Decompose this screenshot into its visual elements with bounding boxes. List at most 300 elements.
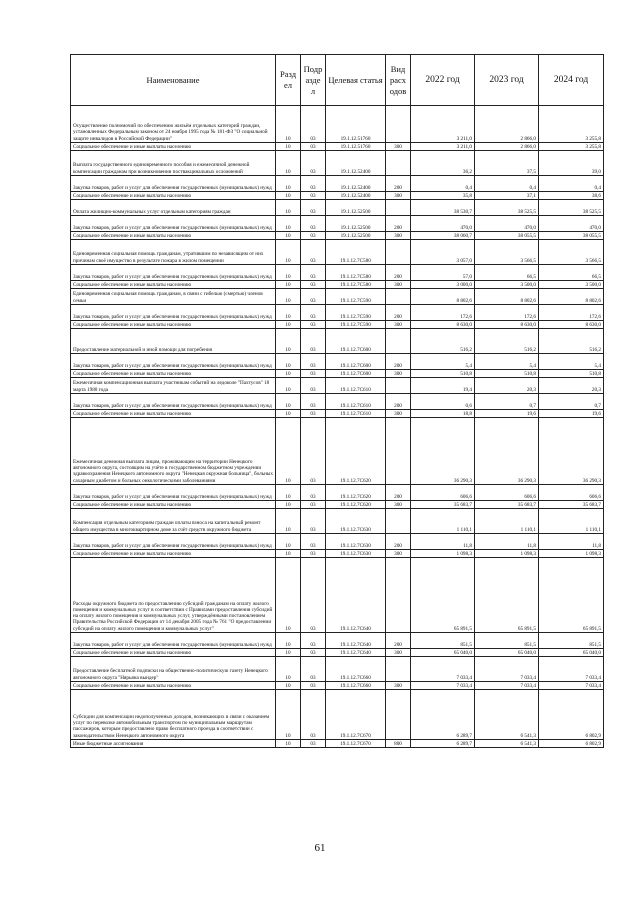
row-section: 10 xyxy=(276,550,301,558)
row-target-article: 19.1.12.7С580 xyxy=(326,281,386,289)
header-2024: 2024 год xyxy=(539,55,604,106)
table-row xyxy=(71,106,604,143)
row-value-2024: 172,6 xyxy=(539,305,604,321)
table-row xyxy=(71,550,604,558)
row-subsection: 03 xyxy=(301,418,326,485)
row-target-article: 19.1.12.7С660 xyxy=(326,657,386,682)
row-value-2023: 20,3 xyxy=(475,378,539,394)
row-section: 10 xyxy=(276,394,301,410)
row-target-article: 19.1.12.7С620 xyxy=(326,501,386,509)
row-expense-type: 300 xyxy=(386,232,411,240)
table-row xyxy=(71,649,604,657)
row-subsection: 03 xyxy=(301,485,326,501)
table-row xyxy=(71,329,604,354)
row-target-article: 19.1.12.7С610 xyxy=(326,394,386,410)
row-value-2024: 516,2 xyxy=(539,329,604,354)
row-value-2024: 35 683,7 xyxy=(539,501,604,509)
row-subsection: 03 xyxy=(301,633,326,649)
row-section: 10 xyxy=(276,534,301,550)
row-target-article: 19.1.12.7С640 xyxy=(326,633,386,649)
row-name: Расходы окружного бюджета по предоставлению субсидий гражданам на оплату жилого помещения и коммунальных услуг в соответствии с Правилами предоставления субсидий на оплату жилого помещения и коммунальных услуг, утверждёнными постановлением Правительства Российской Федерации от 14 декабря 2005 года № 761 "О предоставлении субсидий на оплату жилого помещения и коммунальных услуг" xyxy=(71,558,276,633)
row-value-2022: 38 060,7 xyxy=(411,232,475,240)
row-value-2022: 3 211,0 xyxy=(411,143,475,151)
row-section: 10 xyxy=(276,501,301,509)
row-expense-type: 300 xyxy=(386,682,411,690)
table-row xyxy=(71,501,604,509)
row-section: 10 xyxy=(276,329,301,354)
row-expense-type xyxy=(386,240,411,265)
row-value-2024: 19,6 xyxy=(539,410,604,418)
row-target-article: 19.1.12.52500 xyxy=(326,232,386,240)
row-target-article: 19.1.12.52500 xyxy=(326,200,386,216)
row-value-2024: 1 098,3 xyxy=(539,550,604,558)
row-subsection: 03 xyxy=(301,329,326,354)
table-row xyxy=(71,509,604,534)
row-value-2024: 36 290,3 xyxy=(539,418,604,485)
row-value-2023: 37,1 xyxy=(475,192,539,200)
header-section: Разд ел xyxy=(276,55,301,106)
row-name: Закупка товаров, работ и услуг для обеспечения государственных (муниципальных) нужд xyxy=(71,485,276,501)
row-name: Ежемесячная денежная выплата лицам, проживающим на территории Ненецкого автономного округа, состоящим на учёте в государственном бюджетном учреждении здравоохранения Ненецкого автономного округа "Ненецкая окружная больница", больных сахарным диабетом и больных онкологическими заболеваниями xyxy=(71,418,276,485)
table-row xyxy=(71,240,604,265)
row-value-2024: 39,0 xyxy=(539,151,604,176)
row-value-2023: 0,4 xyxy=(475,176,539,192)
row-target-article: 19.1.12.7С600 xyxy=(326,354,386,370)
row-value-2022: 6 289,7 xyxy=(411,690,475,740)
row-expense-type: 300 xyxy=(386,321,411,329)
row-expense-type: 300 xyxy=(386,192,411,200)
row-value-2023: 8 802,6 xyxy=(475,289,539,305)
row-name: Закупка товаров, работ и услуг для обеспечения государственных (муниципальных) нужд xyxy=(71,354,276,370)
table-row xyxy=(71,232,604,240)
page-number: 61 xyxy=(314,842,326,854)
row-value-2022: 1 110,1 xyxy=(411,509,475,534)
row-value-2023: 2 866,0 xyxy=(475,143,539,151)
row-target-article: 19.1.12.7С640 xyxy=(326,649,386,657)
table-row xyxy=(71,151,604,176)
row-expense-type: 300 xyxy=(386,550,411,558)
table-row xyxy=(71,143,604,151)
row-name: Субсидии для компенсации недополученных доходов, возникающих в связи с оказанием услуг по перевозке автомобильным транспортом по муниципальным маршрутам пассажиров, которым предоставлено право бесплатного проезда в соответствии с законодательством Ненецкого автономного округа xyxy=(71,690,276,740)
row-name: Предоставление бесплатной подписки на общественно-политическую газету Ненецкого автономного округа "Нярьяна вындер" xyxy=(71,657,276,682)
row-subsection: 03 xyxy=(301,232,326,240)
row-subsection: 03 xyxy=(301,240,326,265)
row-value-2024: 8 802,6 xyxy=(539,289,604,305)
row-name: Закупка товаров, работ и услуг для обеспечения государственных (муниципальных) нужд xyxy=(71,305,276,321)
row-value-2024: 510,8 xyxy=(539,370,604,378)
row-subsection: 03 xyxy=(301,394,326,410)
row-section: 10 xyxy=(276,370,301,378)
row-name: Социальное обеспечение и иные выплаты населению xyxy=(71,649,276,657)
row-value-2023: 516,2 xyxy=(475,329,539,354)
row-subsection: 03 xyxy=(301,410,326,418)
row-value-2022: 5,4 xyxy=(411,354,475,370)
row-subsection: 03 xyxy=(301,143,326,151)
row-value-2023: 19,6 xyxy=(475,410,539,418)
row-name: Социальное обеспечение и иные выплаты населению xyxy=(71,232,276,240)
row-value-2024: 20,3 xyxy=(539,378,604,394)
row-section: 10 xyxy=(276,740,301,748)
row-value-2023: 6 541,3 xyxy=(475,690,539,740)
row-value-2023: 172,6 xyxy=(475,305,539,321)
row-section: 10 xyxy=(276,690,301,740)
row-expense-type: 300 xyxy=(386,143,411,151)
row-value-2024: 606,6 xyxy=(539,485,604,501)
table-row xyxy=(71,657,604,682)
row-subsection: 03 xyxy=(301,740,326,748)
row-expense-type: 200 xyxy=(386,534,411,550)
row-section: 10 xyxy=(276,485,301,501)
row-value-2024: 3 255,8 xyxy=(539,143,604,151)
row-expense-type: 800 xyxy=(386,740,411,748)
row-value-2022: 8 630,0 xyxy=(411,321,475,329)
row-subsection: 03 xyxy=(301,378,326,394)
row-target-article: 19.1.12.7С600 xyxy=(326,370,386,378)
table-row xyxy=(71,534,604,550)
table-row xyxy=(71,740,604,748)
table-row xyxy=(71,633,604,649)
row-target-article: 19.1.12.7С590 xyxy=(326,321,386,329)
budget-table xyxy=(70,54,604,748)
row-value-2023: 35 683,7 xyxy=(475,501,539,509)
row-target-article: 19.1.12.7С600 xyxy=(326,329,386,354)
row-value-2023: 3 566,5 xyxy=(475,240,539,265)
row-subsection: 03 xyxy=(301,176,326,192)
row-target-article: 19.1.12.51760 xyxy=(326,106,386,143)
row-name: Социальное обеспечение и иные выплаты населению xyxy=(71,281,276,289)
row-expense-type: 300 xyxy=(386,501,411,509)
row-expense-type xyxy=(386,106,411,143)
row-value-2024: 5,4 xyxy=(539,354,604,370)
row-value-2023: 8 630,0 xyxy=(475,321,539,329)
row-section: 10 xyxy=(276,232,301,240)
row-expense-type: 200 xyxy=(386,305,411,321)
row-value-2022: 172,6 xyxy=(411,305,475,321)
row-subsection: 03 xyxy=(301,690,326,740)
row-name: Закупка товаров, работ и услуг для обеспечения государственных (муниципальных) нужд xyxy=(71,633,276,649)
row-value-2022: 3 057,0 xyxy=(411,240,475,265)
row-target-article: 19.1.12.7С610 xyxy=(326,378,386,394)
row-value-2024: 38,6 xyxy=(539,192,604,200)
row-value-2024: 0,4 xyxy=(539,176,604,192)
row-section: 10 xyxy=(276,418,301,485)
row-target-article: 19.1.12.7С580 xyxy=(326,240,386,265)
row-target-article: 19.1.12.7С620 xyxy=(326,418,386,485)
row-name: Социальное обеспечение и иные выплаты населению xyxy=(71,192,276,200)
row-value-2023: 11,8 xyxy=(475,534,539,550)
row-section: 10 xyxy=(276,321,301,329)
header-2023: 2023 год xyxy=(475,55,539,106)
row-target-article: 19.1.12.51760 xyxy=(326,143,386,151)
header-subsection: Подр азде л xyxy=(301,55,326,106)
row-expense-type xyxy=(386,289,411,305)
row-expense-type: 200 xyxy=(386,633,411,649)
row-section: 10 xyxy=(276,289,301,305)
row-section: 10 xyxy=(276,176,301,192)
row-value-2024: 8 630,0 xyxy=(539,321,604,329)
row-value-2024: 6 802,9 xyxy=(539,690,604,740)
row-value-2022: 57,0 xyxy=(411,265,475,281)
table-row xyxy=(71,176,604,192)
table-row xyxy=(71,216,604,232)
table-row xyxy=(71,378,604,394)
row-expense-type xyxy=(386,558,411,633)
table-row xyxy=(71,418,604,485)
row-value-2024: 65 040,0 xyxy=(539,649,604,657)
row-target-article: 19.1.12.52400 xyxy=(326,192,386,200)
row-expense-type xyxy=(386,151,411,176)
row-section: 10 xyxy=(276,509,301,534)
row-name: Закупка товаров, работ и услуг для обеспечения государственных (муниципальных) нужд xyxy=(71,176,276,192)
row-name: Закупка товаров, работ и услуг для обеспечения государственных (муниципальных) нужд xyxy=(71,265,276,281)
row-value-2022: 7 033,4 xyxy=(411,682,475,690)
row-section: 10 xyxy=(276,657,301,682)
row-subsection: 03 xyxy=(301,200,326,216)
table-row xyxy=(71,354,604,370)
row-value-2022: 3 211,0 xyxy=(411,106,475,143)
row-name: Социальное обеспечение и иные выплаты населению xyxy=(71,143,276,151)
row-subsection: 03 xyxy=(301,354,326,370)
row-section: 10 xyxy=(276,200,301,216)
row-value-2024: 38 525,5 xyxy=(539,200,604,216)
row-target-article: 19.1.12.52400 xyxy=(326,151,386,176)
row-value-2022: 19,4 xyxy=(411,378,475,394)
table-row xyxy=(71,200,604,216)
row-value-2024: 11,8 xyxy=(539,534,604,550)
row-expense-type xyxy=(386,329,411,354)
row-name: Осуществление полномочий по обеспечению жильём отдельных категорий граждан, установленных Федеральным законом от 24 ноября 1995 года № 181-ФЗ "О социальной защите инвалидов в Российской Федерации" xyxy=(71,106,276,143)
row-section: 10 xyxy=(276,106,301,143)
table-row xyxy=(71,394,604,410)
row-value-2022: 38 530,7 xyxy=(411,200,475,216)
row-value-2022: 11,8 xyxy=(411,534,475,550)
row-section: 10 xyxy=(276,265,301,281)
row-section: 10 xyxy=(276,151,301,176)
row-expense-type: 300 xyxy=(386,370,411,378)
row-name: Социальное обеспечение и иные выплаты населению xyxy=(71,682,276,690)
table-row xyxy=(71,305,604,321)
row-value-2022: 3 000,0 xyxy=(411,281,475,289)
row-subsection: 03 xyxy=(301,151,326,176)
row-section: 10 xyxy=(276,633,301,649)
row-section: 10 xyxy=(276,649,301,657)
row-value-2024: 0,7 xyxy=(539,394,604,410)
row-subsection: 03 xyxy=(301,649,326,657)
row-value-2023: 6 541,3 xyxy=(475,740,539,748)
row-subsection: 03 xyxy=(301,558,326,633)
row-value-2022: 35 683,7 xyxy=(411,501,475,509)
row-target-article: 19.1.12.7С610 xyxy=(326,410,386,418)
row-expense-type: 200 xyxy=(386,265,411,281)
row-value-2024: 65 891,5 xyxy=(539,558,604,633)
row-expense-type xyxy=(386,690,411,740)
row-value-2024: 3 566,5 xyxy=(539,240,604,265)
row-value-2023: 38 055,5 xyxy=(475,232,539,240)
row-target-article: 19.1.12.7С590 xyxy=(326,305,386,321)
row-target-article: 19.1.12.7С670 xyxy=(326,690,386,740)
row-value-2022: 606,6 xyxy=(411,485,475,501)
row-expense-type: 300 xyxy=(386,281,411,289)
row-expense-type: 200 xyxy=(386,176,411,192)
row-subsection: 03 xyxy=(301,370,326,378)
row-expense-type xyxy=(386,378,411,394)
row-subsection: 03 xyxy=(301,216,326,232)
row-section: 10 xyxy=(276,143,301,151)
row-name: Социальное обеспечение и иные выплаты населению xyxy=(71,550,276,558)
table-row xyxy=(71,485,604,501)
row-section: 10 xyxy=(276,305,301,321)
table-row xyxy=(71,289,604,305)
row-name: Иные бюджетные ассигнования xyxy=(71,740,276,748)
row-name: Оплата жилищно-коммунальных услуг отдельным категориям граждан xyxy=(71,200,276,216)
row-target-article: 19.1.12.52400 xyxy=(326,176,386,192)
row-target-article: 19.1.12.7С630 xyxy=(326,550,386,558)
row-value-2024: 7 033,4 xyxy=(539,682,604,690)
row-section: 10 xyxy=(276,378,301,394)
row-value-2023: 7 033,4 xyxy=(475,657,539,682)
row-value-2023: 2 866,0 xyxy=(475,106,539,143)
row-value-2024: 851,5 xyxy=(539,633,604,649)
row-value-2022: 7 033,4 xyxy=(411,657,475,682)
row-name: Ежемесячная компенсационная выплата участникам событий на ледоколе "Пахтусов" 18 марта 1980 года xyxy=(71,378,276,394)
row-target-article: 19.1.12.52500 xyxy=(326,216,386,232)
row-name: Закупка товаров, работ и услуг для обеспечения государственных (муниципальных) нужд xyxy=(71,216,276,232)
row-section: 10 xyxy=(276,410,301,418)
row-value-2023: 606,6 xyxy=(475,485,539,501)
table-body xyxy=(71,106,604,748)
row-subsection: 03 xyxy=(301,192,326,200)
row-expense-type xyxy=(386,418,411,485)
row-subsection: 03 xyxy=(301,289,326,305)
row-value-2024: 7 033,4 xyxy=(539,657,604,682)
row-value-2023: 470,0 xyxy=(475,216,539,232)
table-row xyxy=(71,682,604,690)
table-row xyxy=(71,265,604,281)
row-value-2022: 470,0 xyxy=(411,216,475,232)
row-target-article: 19.1.12.7С590 xyxy=(326,289,386,305)
header-2022: 2022 год xyxy=(411,55,475,106)
row-value-2024: 38 055,5 xyxy=(539,232,604,240)
row-target-article: 19.1.12.7С640 xyxy=(326,558,386,633)
row-target-article: 19.1.12.7С620 xyxy=(326,485,386,501)
row-value-2023: 37,5 xyxy=(475,151,539,176)
row-value-2023: 7 033,4 xyxy=(475,682,539,690)
row-value-2022: 36 290,3 xyxy=(411,418,475,485)
row-name: Социальное обеспечение и иные выплаты населению xyxy=(71,410,276,418)
row-value-2022: 18,8 xyxy=(411,410,475,418)
row-section: 10 xyxy=(276,558,301,633)
table-row xyxy=(71,690,604,740)
row-value-2023: 65 891,5 xyxy=(475,558,539,633)
row-name: Компенсация отдельным категориям граждан оплаты взноса на капитальный ремонт общего имущества в многоквартирном доме за счёт средств окружного бюджета xyxy=(71,509,276,534)
row-subsection: 03 xyxy=(301,305,326,321)
row-value-2024: 470,0 xyxy=(539,216,604,232)
row-section: 10 xyxy=(276,240,301,265)
row-subsection: 03 xyxy=(301,534,326,550)
row-name: Социальное обеспечение и иные выплаты населению xyxy=(71,321,276,329)
row-value-2023: 851,5 xyxy=(475,633,539,649)
table-row xyxy=(71,281,604,289)
row-section: 10 xyxy=(276,216,301,232)
row-value-2023: 65 040,0 xyxy=(475,649,539,657)
row-value-2023: 1 098,3 xyxy=(475,550,539,558)
row-expense-type xyxy=(386,200,411,216)
table-row xyxy=(71,410,604,418)
header-expense-type: Вид расх одов xyxy=(386,55,411,106)
row-section: 10 xyxy=(276,192,301,200)
row-value-2023: 36 290,3 xyxy=(475,418,539,485)
row-value-2022: 8 802,6 xyxy=(411,289,475,305)
table-row xyxy=(71,558,604,633)
header-name: Наименование xyxy=(71,55,276,106)
row-value-2022: 65 891,5 xyxy=(411,558,475,633)
row-expense-type: 300 xyxy=(386,410,411,418)
row-value-2022: 6 289,7 xyxy=(411,740,475,748)
row-value-2023: 5,4 xyxy=(475,354,539,370)
row-value-2024: 3 255,8 xyxy=(539,106,604,143)
row-target-article: 19.1.12.7С670 xyxy=(326,740,386,748)
row-value-2022: 0,4 xyxy=(411,176,475,192)
row-name: Закупка товаров, работ и услуг для обеспечения государственных (муниципальных) нужд xyxy=(71,394,276,410)
row-subsection: 03 xyxy=(301,106,326,143)
row-subsection: 03 xyxy=(301,550,326,558)
row-expense-type: 200 xyxy=(386,216,411,232)
row-name: Предоставление материальной и иной помощи для погребения xyxy=(71,329,276,354)
row-target-article: 19.1.12.7С580 xyxy=(326,265,386,281)
row-subsection: 03 xyxy=(301,281,326,289)
row-value-2023: 38 525,5 xyxy=(475,200,539,216)
row-name: Единовременная социальная помощь гражданам, в связи с гибелью (смертью) членов семьи xyxy=(71,289,276,305)
row-expense-type: 200 xyxy=(386,485,411,501)
row-name: Выплата государственного единовременного пособия и ежемесячной денежной компенсации гражданам при возникновении поствакцинальных осложнений xyxy=(71,151,276,176)
row-name: Единовременная социальная помощь гражданам, утратившим по независящим от них причинам своё имущество в результате пожара в жилом помещении xyxy=(71,240,276,265)
row-expense-type: 200 xyxy=(386,394,411,410)
table-row xyxy=(71,321,604,329)
row-value-2022: 1 098,3 xyxy=(411,550,475,558)
row-value-2023: 1 110,1 xyxy=(475,509,539,534)
row-value-2022: 36,2 xyxy=(411,151,475,176)
row-section: 10 xyxy=(276,682,301,690)
row-value-2023: 510,8 xyxy=(475,370,539,378)
row-value-2024: 1 110,1 xyxy=(539,509,604,534)
row-subsection: 03 xyxy=(301,509,326,534)
table-header-row xyxy=(71,55,604,106)
row-section: 10 xyxy=(276,281,301,289)
row-name: Социальное обеспечение и иные выплаты населению xyxy=(71,370,276,378)
row-target-article: 19.1.12.7С630 xyxy=(326,534,386,550)
row-value-2023: 66,5 xyxy=(475,265,539,281)
row-value-2024: 3 500,0 xyxy=(539,281,604,289)
row-value-2022: 65 040,0 xyxy=(411,649,475,657)
row-section: 10 xyxy=(276,354,301,370)
table-row xyxy=(71,370,604,378)
row-name: Закупка товаров, работ и услуг для обеспечения государственных (муниципальных) нужд xyxy=(71,534,276,550)
row-subsection: 03 xyxy=(301,265,326,281)
row-value-2024: 66,5 xyxy=(539,265,604,281)
row-target-article: 19.1.12.7С630 xyxy=(326,509,386,534)
row-value-2023: 0,7 xyxy=(475,394,539,410)
row-value-2022: 35,8 xyxy=(411,192,475,200)
row-value-2022: 851,5 xyxy=(411,633,475,649)
row-expense-type xyxy=(386,657,411,682)
table-row xyxy=(71,192,604,200)
row-value-2022: 0,6 xyxy=(411,394,475,410)
row-expense-type xyxy=(386,509,411,534)
row-subsection: 03 xyxy=(301,501,326,509)
row-value-2023: 3 500,0 xyxy=(475,281,539,289)
row-value-2022: 516,2 xyxy=(411,329,475,354)
row-target-article: 19.1.12.7С660 xyxy=(326,682,386,690)
